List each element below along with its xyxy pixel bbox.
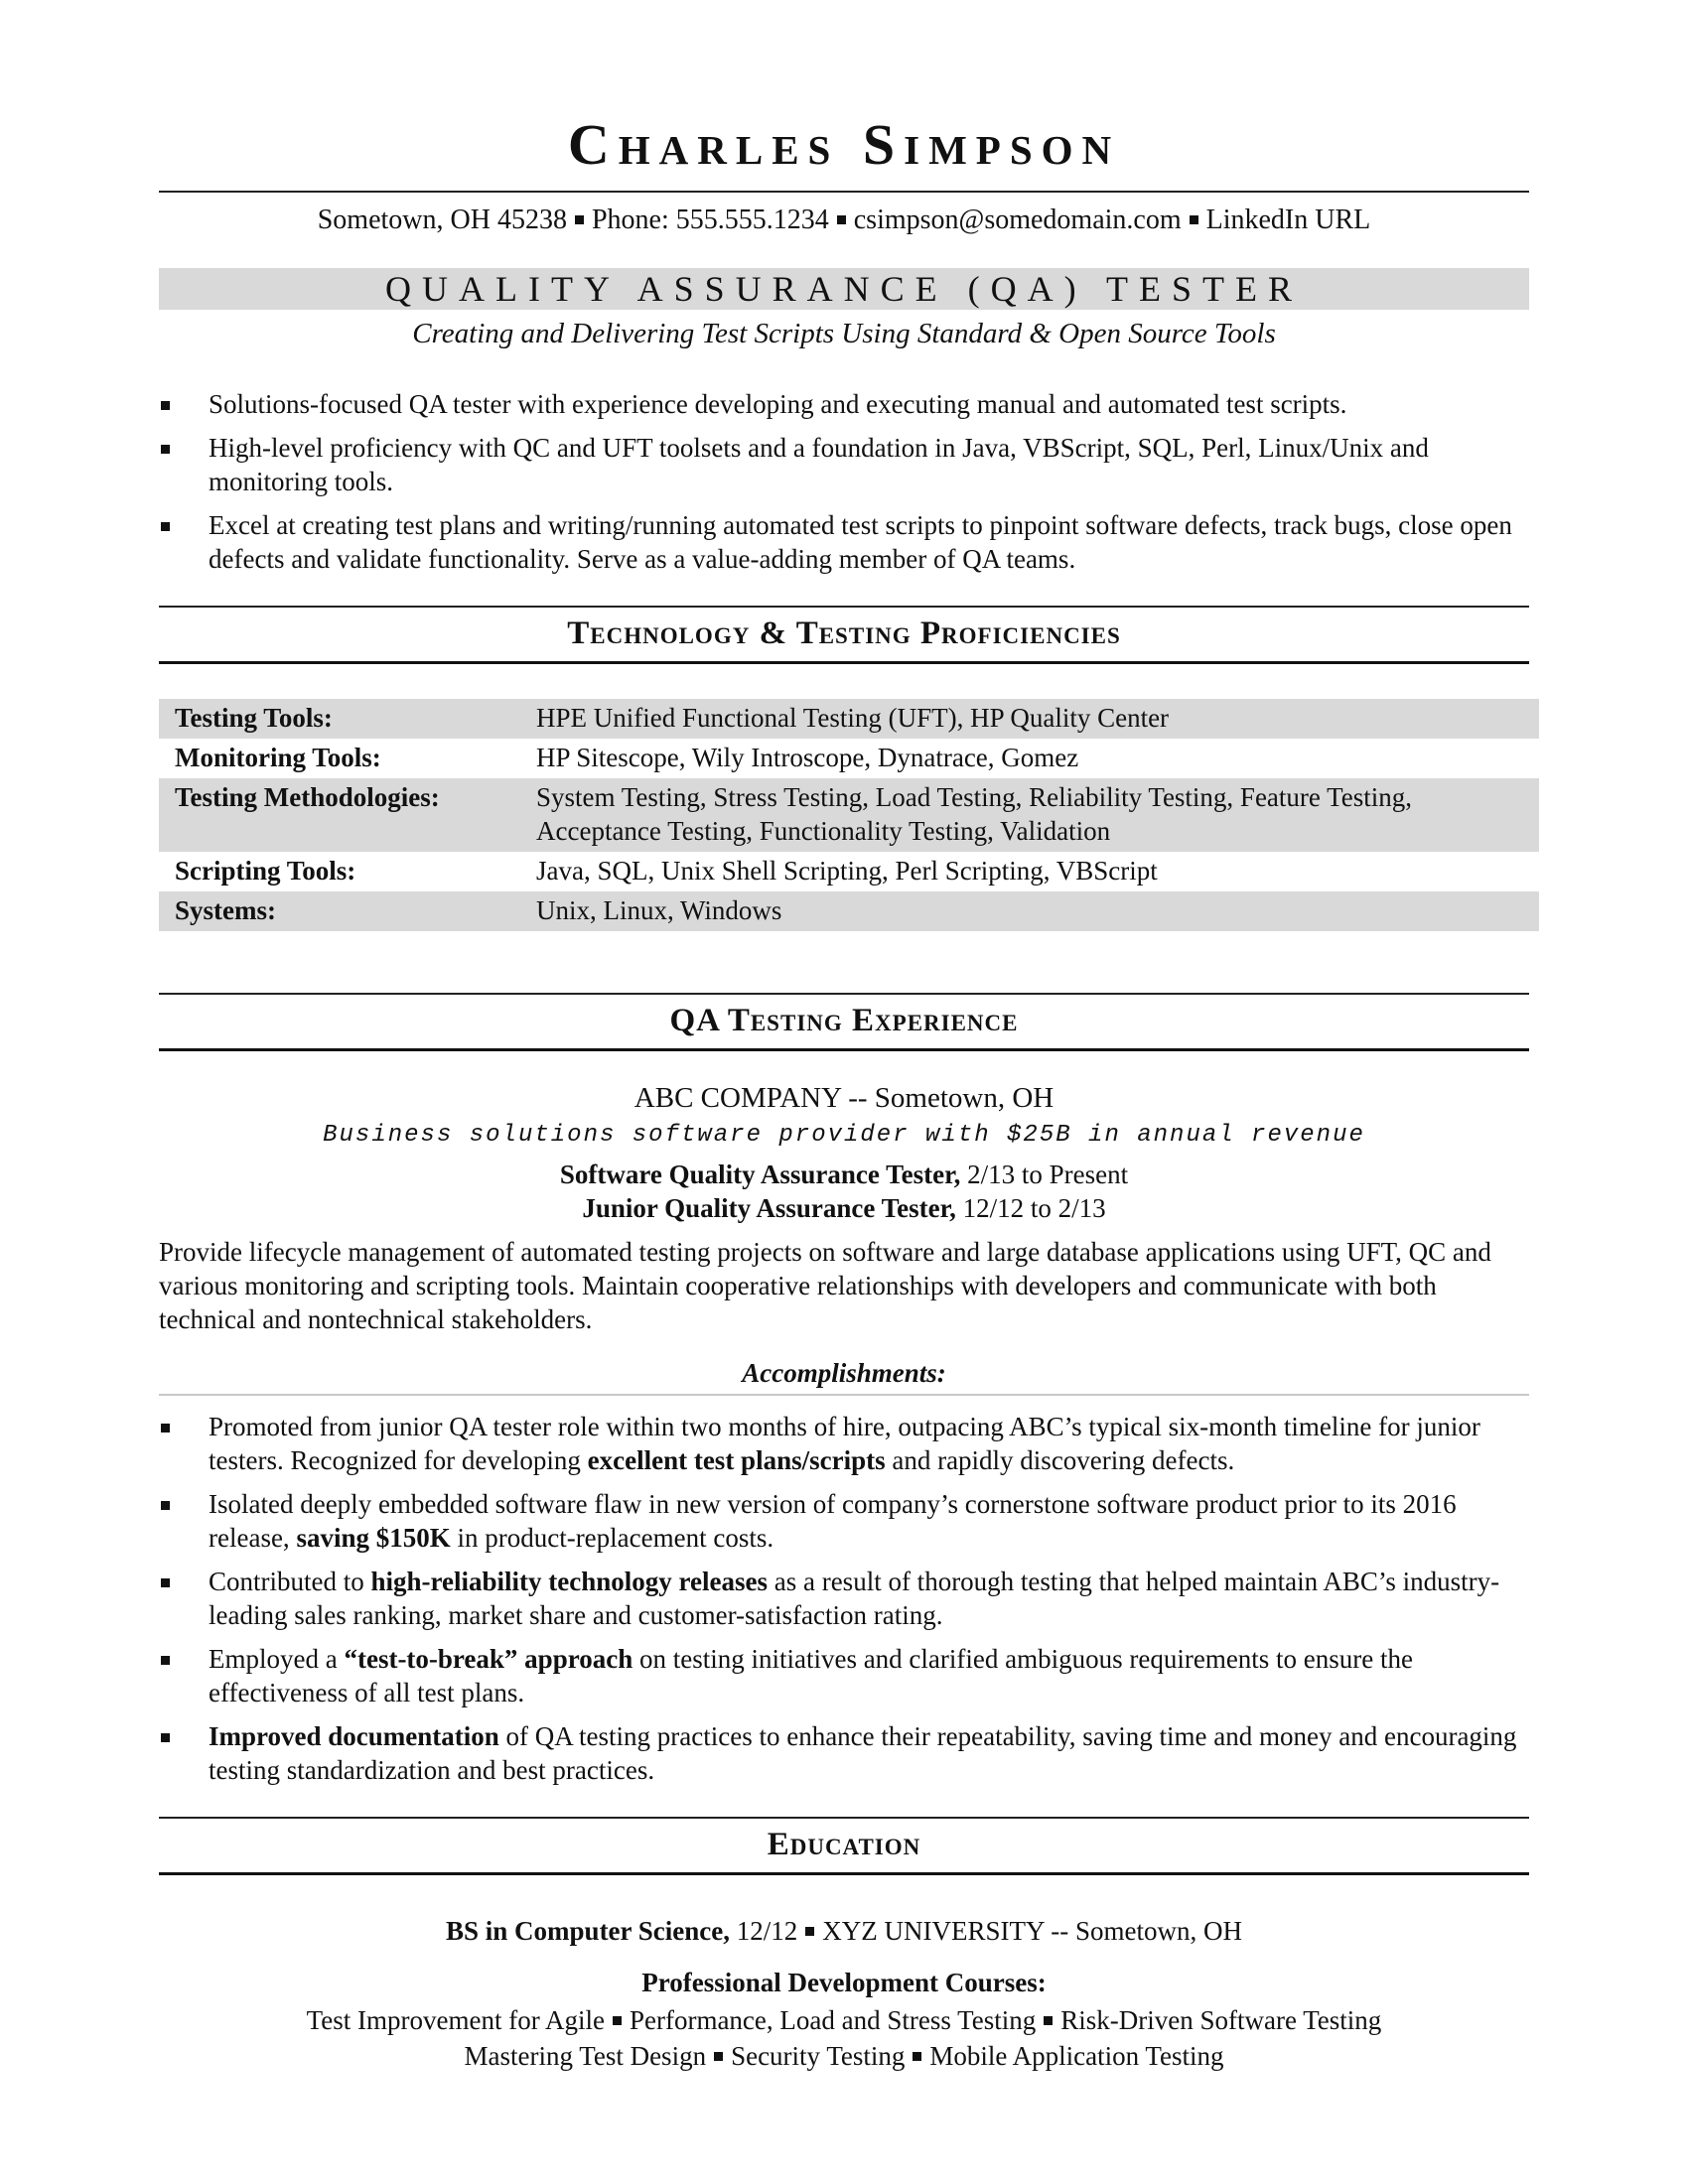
square-bullet-icon — [161, 1501, 170, 1510]
course: Risk-Driven Software Testing — [1060, 2005, 1382, 2035]
courses-line — [159, 2041, 1529, 2072]
resume-page — [159, 0, 1529, 2184]
square-bullet-icon — [161, 522, 170, 531]
square-bullet-icon — [161, 401, 170, 410]
list-item: Isolated deeply embedded software flaw in new version of company’s cornerstone software product prior to its 2016 release, saving $150K in product-replacement costs. — [159, 1487, 1529, 1555]
degree: BS in Computer Science, — [446, 1916, 731, 1946]
square-bullet-icon — [161, 445, 170, 454]
school: XYZ UNIVERSITY -- Sometown, OH — [822, 1916, 1242, 1946]
section-divider — [159, 1817, 1529, 1819]
square-bullet-icon — [913, 2052, 921, 2061]
table-row: Testing Tools: HPE Unified Functional Testing (UFT), HP Quality Center — [159, 699, 1539, 739]
headline-title: QUALITY ASSURANCE (QA) TESTER — [159, 268, 1529, 310]
section-divider — [159, 1394, 1529, 1396]
section-divider — [159, 993, 1529, 995]
last-name: Simpson — [862, 112, 1121, 177]
candidate-name — [159, 111, 1529, 178]
job-description: Provide lifecycle management of automated testing projects on software and large database applications using UFT, QC and various monitoring and scripting tools. Maintain cooperative relationships with developers and communicate with both technical and nontechnical stakeholders. — [159, 1237, 1491, 1334]
job-title: Junior Quality Assurance Tester, 12/12 to 2/13 — [582, 1193, 1106, 1223]
company-description: Business solutions software provider with $25B in annual revenue — [323, 1122, 1365, 1149]
list-item: Solutions-focused QA tester with experience developing and executing manual and automated test scripts. — [159, 387, 1529, 421]
square-bullet-icon — [1044, 2016, 1053, 2025]
first-name: Charles — [567, 112, 840, 177]
square-bullet-icon — [1190, 215, 1198, 224]
accomplishments-list — [159, 1410, 1529, 1797]
education-title: Education — [767, 1827, 921, 1862]
section-divider — [159, 661, 1529, 664]
degree-line — [159, 1916, 1529, 1947]
square-bullet-icon — [837, 215, 846, 224]
list-item: Contributed to high-reliability technology releases as a result of thorough testing that helped maintain ABC’s industry-leading sales ranking, market share and customer-satisfaction rating. — [159, 1565, 1529, 1632]
list-item: Improved documentation of QA testing practices to enhance their repeatability, saving time and money and encouraging testing standardization and best practices. — [159, 1719, 1529, 1787]
course: Test Improvement for Agile — [306, 2005, 605, 2035]
square-bullet-icon — [613, 2016, 622, 2025]
courses-line — [159, 2005, 1529, 2036]
section-divider — [159, 1048, 1529, 1051]
square-bullet-icon — [714, 2052, 723, 2061]
square-bullet-icon — [161, 1578, 170, 1587]
email: csimpson@somedomain.com — [853, 205, 1182, 235]
table-row: Monitoring Tools: HP Sitescope, Wily Introscope, Dynatrace, Gomez — [175, 743, 1079, 772]
headline-tagline: Creating and Delivering Test Scripts Using Standard & Open Source Tools — [412, 318, 1276, 349]
degree-date: 12/12 — [730, 1916, 798, 1946]
list-item: Excel at creating test plans and writing/running automated test scripts to pinpoint software defects, track bugs, close open defects and validate functionality. Serve as a value-adding member of QA teams. — [159, 508, 1529, 576]
section-divider — [159, 606, 1529, 608]
square-bullet-icon — [805, 1927, 814, 1936]
list-item: Employed a “test-to-break” approach on testing initiatives and clarified ambiguous requirements to ensure the effectiveness of all test plans. — [159, 1642, 1529, 1709]
list-item: Promoted from junior QA tester role within two months of hire, outpacing ABC’s typical six-month timeline for junior testers. Recognized for developing excellent test plans/scripts and rapidly discovering defects. — [159, 1410, 1529, 1477]
square-bullet-icon — [161, 1656, 170, 1665]
accomplishments-title: Accomplishments: — [742, 1358, 946, 1388]
phone: Phone: 555.555.1234 — [591, 205, 829, 235]
list-item: High-level proficiency with QC and UFT toolsets and a foundation in Java, VBScript, SQL, Perl, Linux/Unix and monitoring tools. — [159, 431, 1529, 498]
section-divider — [159, 1872, 1529, 1875]
table-row: Systems: Unix, Linux, Windows — [159, 891, 1539, 931]
course: Mastering Test Design — [464, 2041, 707, 2071]
header-divider — [159, 191, 1529, 193]
skills-table — [159, 699, 1539, 931]
courses-title: Professional Development Courses: — [641, 1968, 1047, 1997]
linkedin: LinkedIn URL — [1205, 205, 1371, 235]
summary-list — [159, 387, 1529, 586]
table-row: Testing Methodologies: System Testing, Stress Testing, Load Testing, Reliability Testing, Feature Testing, Acceptance Testing, Functionality Testing, Validation — [159, 778, 1539, 852]
course: Mobile Application Testing — [929, 2041, 1224, 2071]
location: Sometown, OH 45238 — [317, 205, 567, 235]
square-bullet-icon — [575, 215, 584, 224]
job-title: Software Quality Assurance Tester, 2/13 to Present — [559, 1160, 1129, 1189]
skills-title: Technology & Testing Proficiencies — [567, 615, 1121, 651]
company-name: ABC COMPANY -- Sometown, OH — [633, 1082, 1055, 1114]
contact-line — [159, 205, 1529, 236]
course: Performance, Load and Stress Testing — [629, 2005, 1037, 2035]
experience-title: QA Testing Experience — [669, 1003, 1019, 1038]
square-bullet-icon — [161, 1424, 170, 1433]
table-row: Scripting Tools: Java, SQL, Unix Shell Scripting, Perl Scripting, VBScript — [175, 856, 1158, 886]
course: Security Testing — [731, 2041, 906, 2071]
square-bullet-icon — [161, 1733, 170, 1742]
